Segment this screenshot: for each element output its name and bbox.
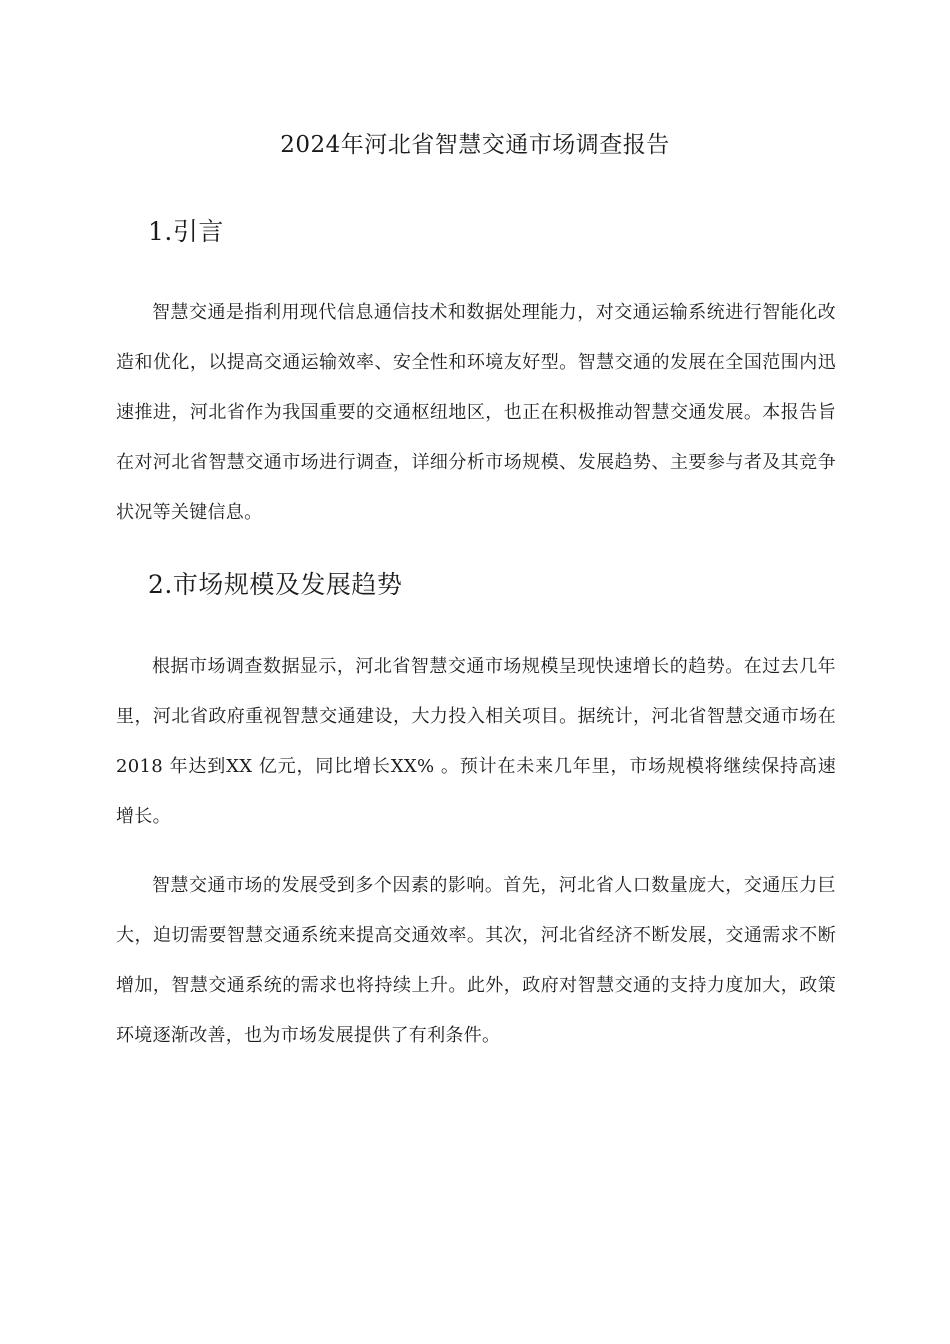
section-1-paragraph-1: 智慧交通是指利用现代信息通信技术和数据处理能力，对交通运输系统进行智能化改造和优化，以提高交通运输效率、安全性和环境友好型。智慧交通的发展在全国范围内迅速推进，河北省作为我国重要的交通枢纽地区，也正在积极推动智慧交通发展。本报告旨在对河北省智慧交通市场进行调查，详细分析市场规模、发展趋势、主要参与者及其竞争状况等关键信息。 (116, 302, 836, 523)
section-2-paragraph-1: 根据市场调查数据显示，河北省智慧交通市场规模呈现快速增长的趋势。在过去几年里，河北省政府重视智慧交通建设，大力投入相关项目。据统计，河北省智慧交通市场在2018 年达到XX 亿元，同比增长XX% 。预计在未来几年里，市场规模将继续保持高速增长。 (116, 656, 836, 827)
section-1-heading: 1.引言 (148, 217, 224, 246)
section-2-heading: 2.市场规模及发展趋势 (148, 570, 403, 599)
section-2-paragraph-2: 智慧交通市场的发展受到多个因素的影响。首先，河北省人口数量庞大，交通压力巨大，迫切需要智慧交通系统来提高交通效率。其次，河北省经济不断发展，交通需求不断增加，智慧交通系统的需求也将持续上升。此外，政府对智慧交通的支持力度加大，政策环境逐渐改善，也为市场发展提供了有利条件。 (116, 875, 836, 1046)
document-title: 2024年河北省智慧交通市场调查报告 (280, 132, 670, 158)
